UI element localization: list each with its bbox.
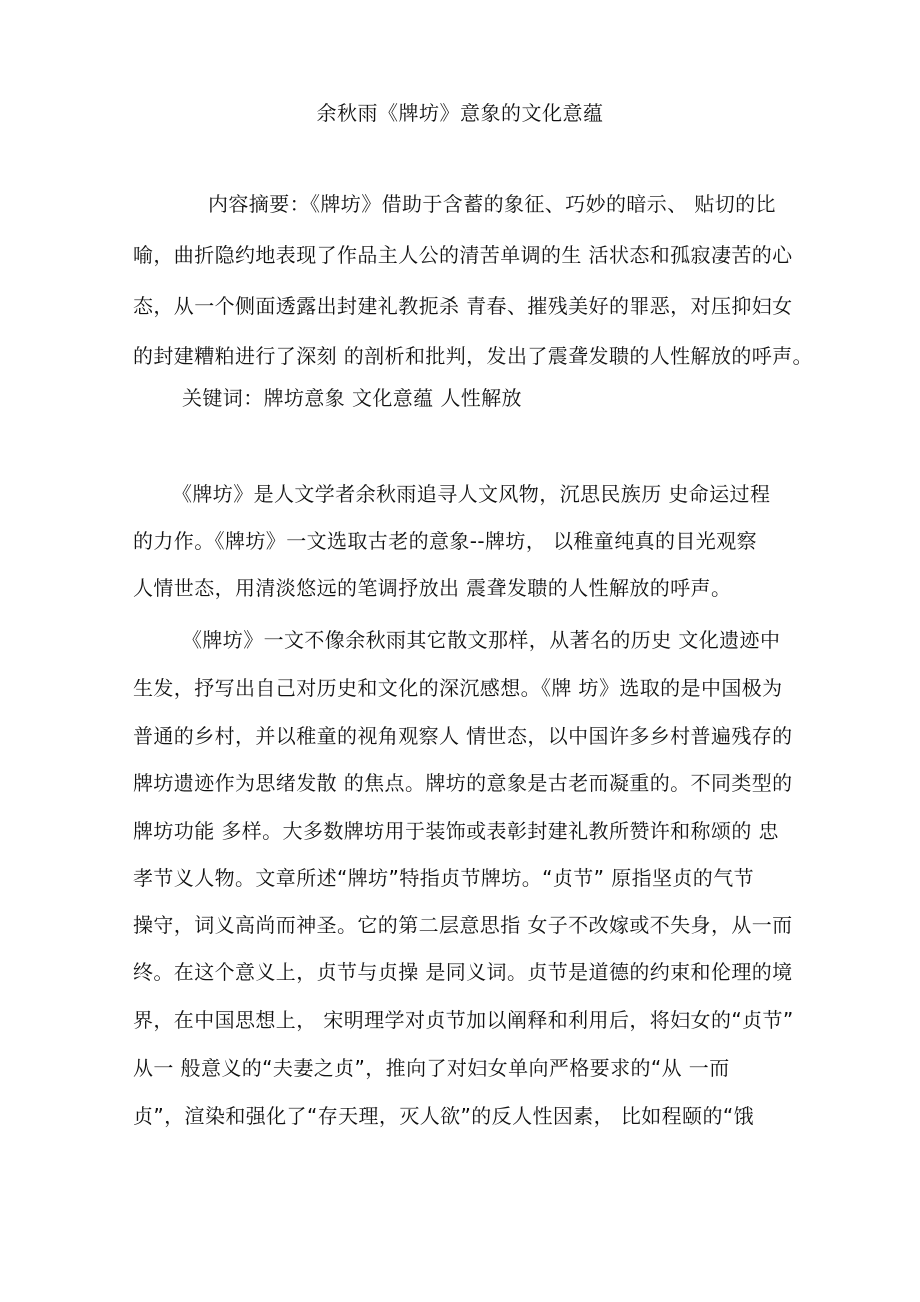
paragraph-line: 《牌坊》一文不像余秋雨其它散文那样，从著名的历史 文化遗迹中: [182, 628, 781, 652]
paragraph-line: 终。在这个意义上，贞节与贞操 是同义词。贞节是道德的约束和伦理的境: [133, 960, 793, 984]
abstract-line: 的封建糟粕进行了深刻 的剖析和批判，发出了震聋发聩的人性解放的呼声。: [133, 344, 813, 368]
document-title: 余秋雨《牌坊》意象的文化意蕴: [316, 101, 604, 125]
abstract-line: 喻，曲折隐约地表现了作品主人公的清苦单调的生 活状态和孤寂凄苦的心: [133, 243, 793, 267]
paragraph-line: 牌坊遗迹作为思绪发散 的焦点。牌坊的意象是古老而凝重的。不同类型的: [133, 771, 793, 795]
abstract-line: 内容摘要：《牌坊》借助于含蓄的象征、巧妙的暗示、 贴切的比: [208, 192, 776, 216]
paragraph-line: 《牌坊》是人文学者余秋雨追寻人文风物，沉思民族历 史命运过程: [172, 482, 771, 506]
paragraph-line: 从一 般意义的“夫妻之贞”，推向了对妇女单向严格要求的“从 一而: [133, 1056, 730, 1080]
paragraph-line: 普通的乡村，并以稚童的视角观察人 情世态，以中国许多乡村普遍残存的: [133, 724, 793, 748]
paragraph-line: 人情世态，用清淡悠远的笔调抒放出 震聋发聩的人性解放的呼声。: [133, 576, 732, 600]
paragraph-line: 的力作。《牌坊》一文选取古老的意象--牌坊， 以稚童纯真的目光观察: [133, 529, 757, 553]
paragraph-line: 界，在中国思想上， 宋明理学对贞节加以阐释和利用后，将妇女的“贞节”: [133, 1008, 794, 1032]
paragraph-line: 操守，词义高尚而神圣。它的第二层意思指 女子不改嫁或不失身，从一而: [133, 913, 793, 937]
abstract-line: 态，从一个侧面透露出封建礼教扼杀 青春、摧残美好的罪恶，对压抑妇女: [133, 294, 793, 318]
keywords-line: 关键词：牌坊意象 文化意蕴 人性解放: [182, 386, 522, 410]
paragraph-line: 贞”，渲染和强化了“存天理，灭人欲”的反人性因素， 比如程颐的“饿: [133, 1104, 755, 1128]
paragraph-line: 牌坊功能 多样。大多数牌坊用于装饰或表彰封建礼教所赞许和称颂的 忠: [133, 819, 779, 843]
paragraph-line: 生发，抒写出自己对历史和文化的深沉感想。《牌 坊》选取的是中国极为: [133, 676, 783, 700]
paragraph-line: 孝节义人物。文章所述“牌坊”特指贞节牌坊。“贞节” 原指坚贞的气节: [133, 866, 755, 890]
